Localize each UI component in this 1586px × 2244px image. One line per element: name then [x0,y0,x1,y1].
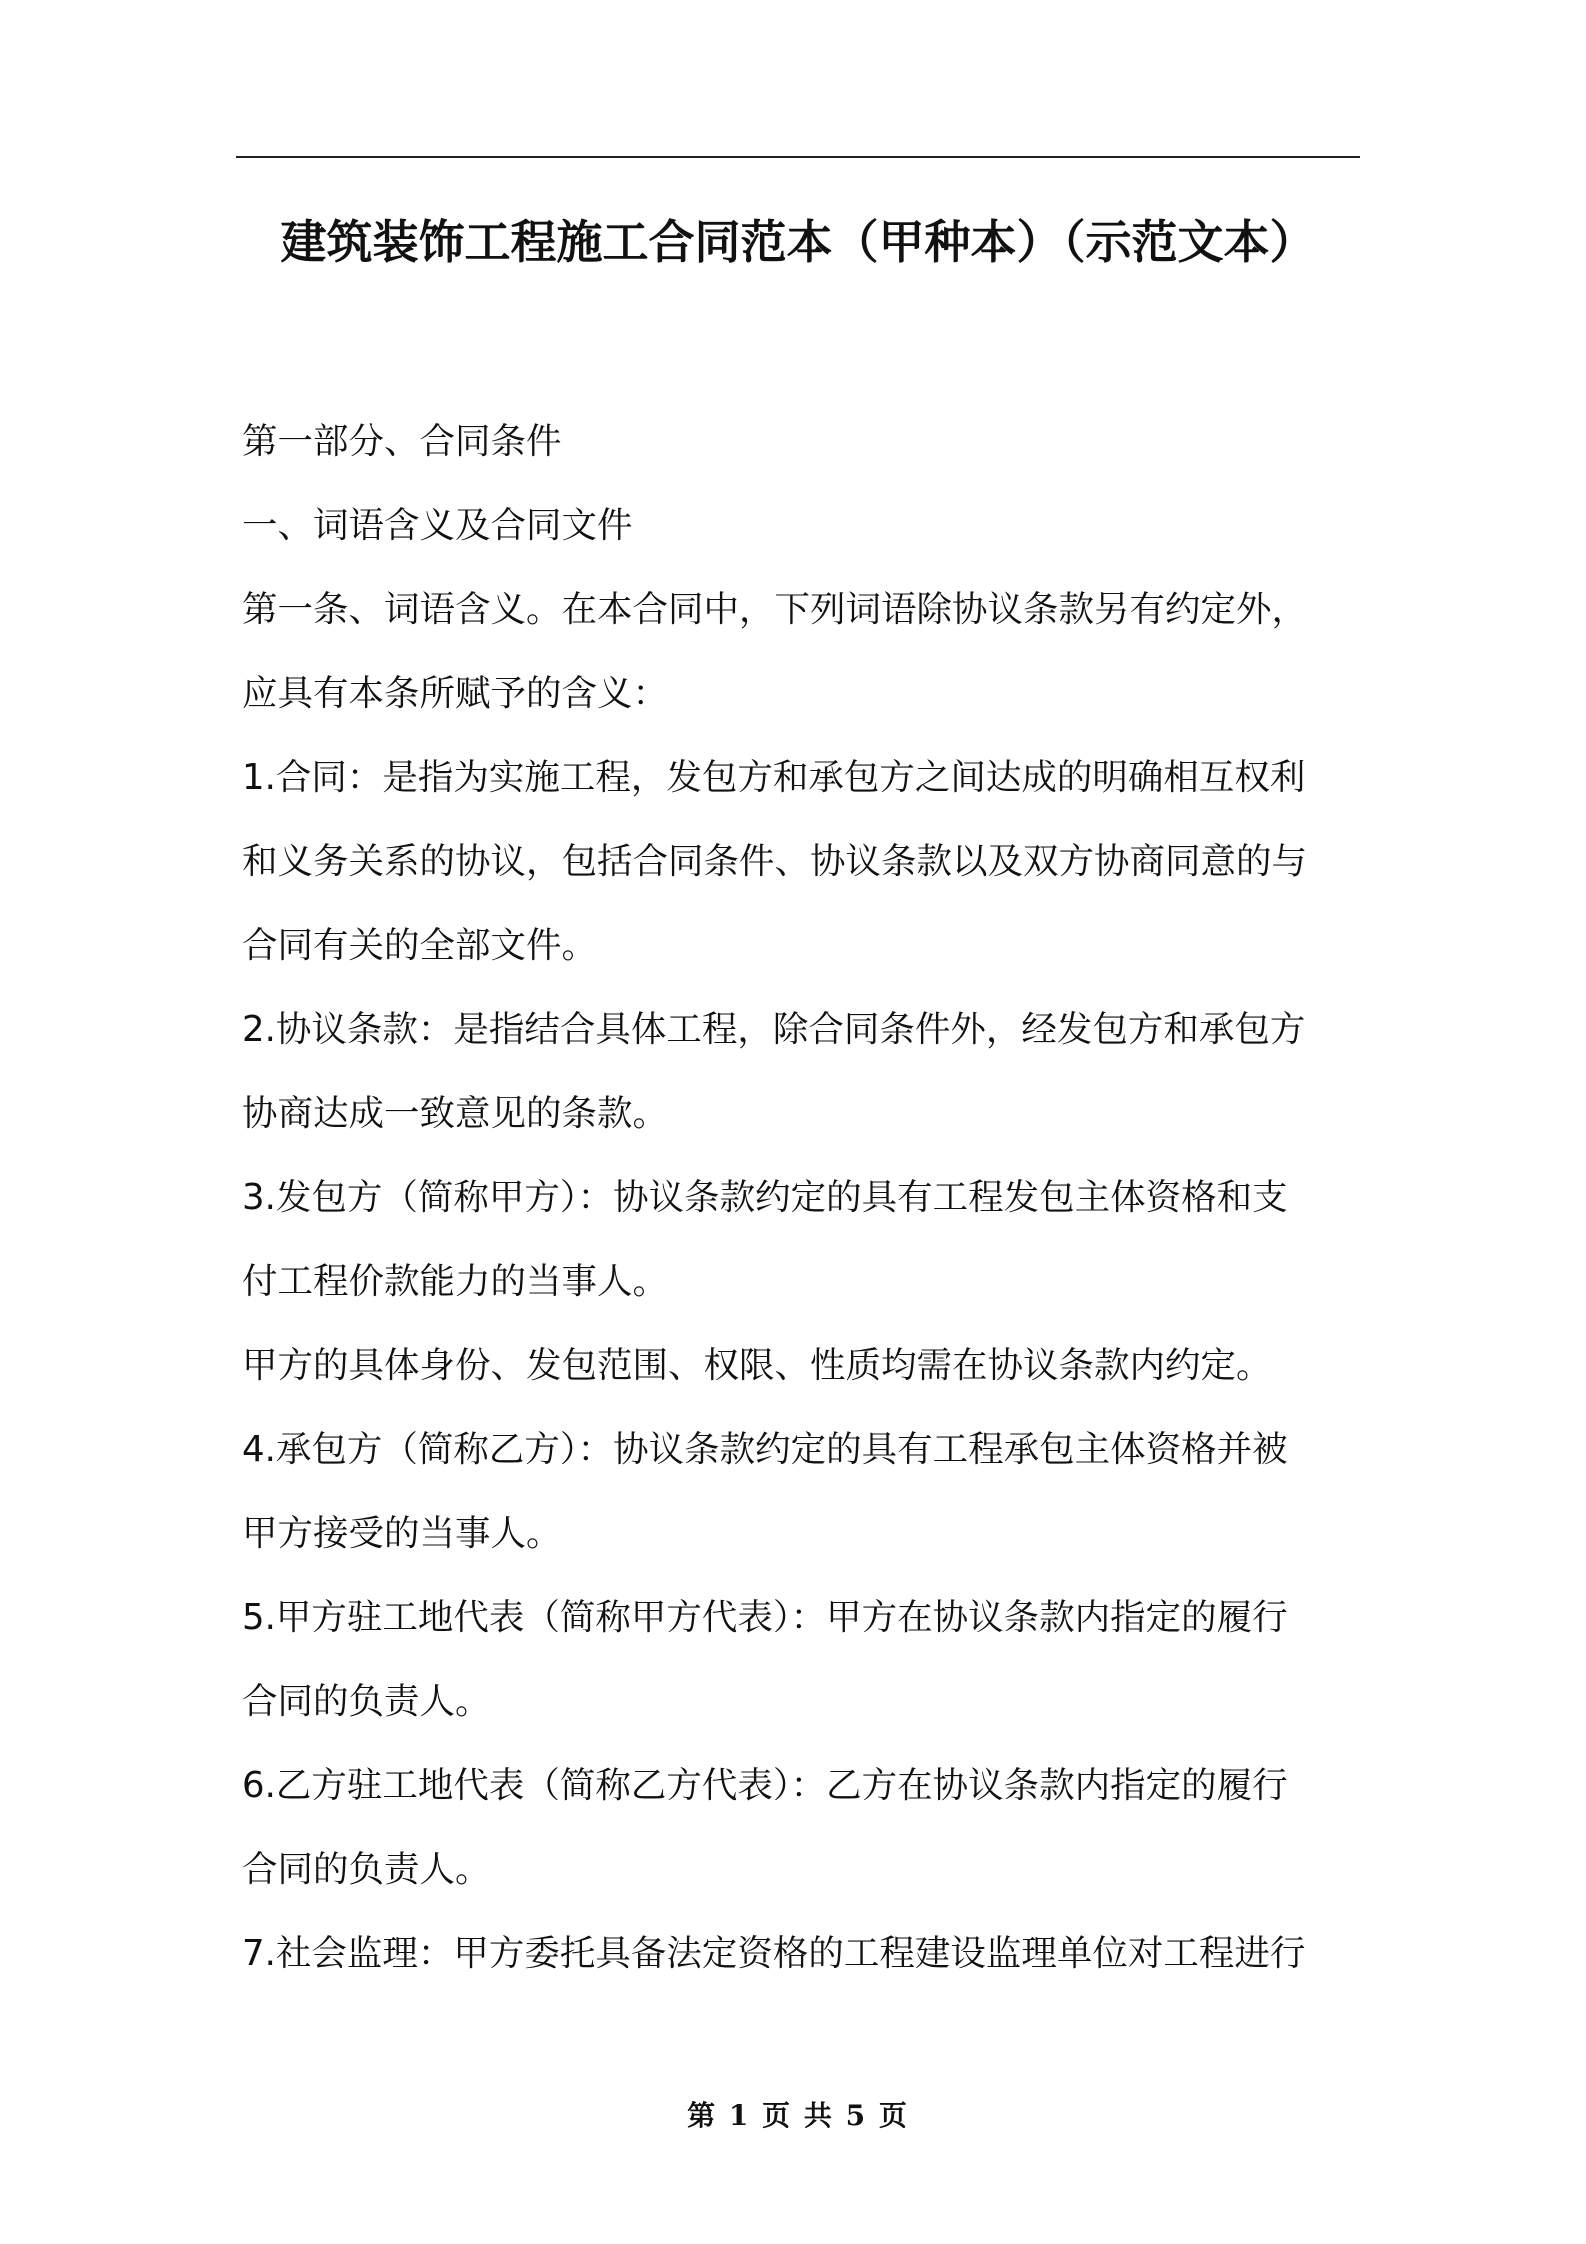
paragraph-line: 甲方的具体身份、发包范围、权限、性质均需在协议条款内约定。 [242,1345,1272,1386]
paragraph-line: 协商达成一致意见的条款。 [242,1093,669,1134]
paragraph-line: 合同有关的全部文件。 [242,925,598,966]
document-title: 建筑装饰工程施工合同范本（甲种本）（示范文本） [280,215,1316,269]
paragraph-line: 4.承包方（简称乙方）：协议条款约定的具有工程承包主体资格并被 [242,1429,1288,1470]
paragraph-line: 付工程价款能力的当事人。 [242,1261,669,1302]
paragraph-line: 合同的负责人。 [242,1849,491,1890]
paragraph-line: 第一条、词语含义。在本合同中，下列词语除协议条款另有约定外， [242,589,1308,630]
header-rule [236,156,1360,158]
section-heading: 第一部分、合同条件 [242,421,562,462]
paragraph-line: 合同的负责人。 [242,1681,491,1722]
paragraph-line: 6.乙方驻工地代表（简称乙方代表）：乙方在协议条款内指定的履行 [242,1765,1288,1806]
paragraph-line: 应具有本条所赋予的含义： [242,673,669,714]
document-body [242,400,1362,1996]
paragraph-line: 2.协议条款：是指结合具体工程，除合同条件外，经发包方和承包方 [242,1009,1306,1050]
paragraph-line: 和义务关系的协议，包括合同条件、协议条款以及双方协商同意的与 [242,841,1308,882]
paragraph-line: 5.甲方驻工地代表（简称甲方代表）：甲方在协议条款内指定的履行 [242,1597,1288,1638]
paragraph-line: 7.社会监理：甲方委托具备法定资格的工程建设监理单位对工程进行 [242,1933,1306,1974]
paragraph-line: 3.发包方（简称甲方）：协议条款约定的具有工程发包主体资格和支 [242,1177,1288,1218]
paragraph-line: 1.合同：是指为实施工程，发包方和承包方之间达成的明确相互权利 [242,757,1306,798]
page-number-footer: 第 1 页 共 5 页 [687,2099,909,2132]
subsection-heading: 一、词语含义及合同文件 [242,505,633,546]
paragraph-line: 甲方接受的当事人。 [242,1513,562,1554]
